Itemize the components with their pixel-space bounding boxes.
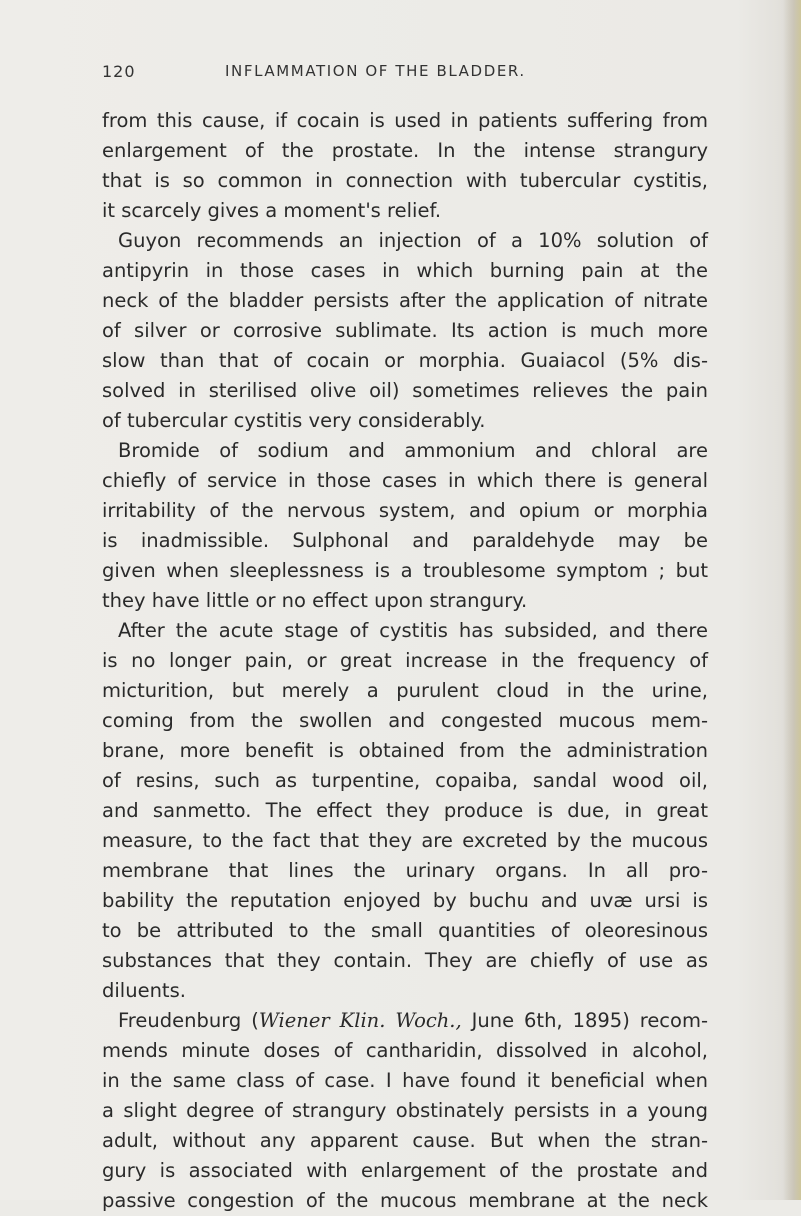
paragraph-start-line: Guyon recommends an injection of a 10% solution of: [118, 229, 708, 252]
citation-date-text: June 6th, 1895) recom-: [461, 1009, 708, 1032]
paragraph-start-line: Bromide of sodium and ammonium and chloral are: [118, 439, 708, 462]
page-edge-shadow: [783, 0, 801, 1200]
text-line: chiefly of service in those cases in which there is general: [102, 469, 708, 492]
text-line: substances that they contain. They are chiefly of use as: [102, 949, 708, 972]
text-line: antipyrin in those cases in which burning pain at the: [102, 259, 708, 282]
text-line: neck of the bladder persists after the application of nitrate: [102, 289, 708, 312]
text-line: micturition, but merely a purulent cloud in the urine,: [102, 679, 708, 702]
page-number: 120: [102, 62, 136, 81]
text-line: that is so common in connection with tubercular cystitis,: [102, 169, 708, 192]
text-line: to be attributed to the small quantities of oleoresinous: [102, 919, 708, 942]
text-line: solved in sterilised olive oil) sometimes relieves the pain: [102, 379, 708, 402]
text-line: enlargement of the prostate. In the intense strangury: [102, 139, 708, 162]
text-line: diluents.: [102, 979, 186, 1002]
text-line: a slight degree of strangury obstinately persists in a young: [102, 1099, 708, 1122]
text-line: passive congestion of the mucous membrane at the neck: [102, 1189, 708, 1212]
text-line: bability the reputation enjoyed by buchu and uvæ ursi is: [102, 889, 708, 912]
paragraph-start-line: After the acute stage of cystitis has subsided, and there: [118, 619, 708, 642]
text-line: gury is associated with enlargement of the prostate and: [102, 1159, 708, 1182]
text-line: membrane that lines the urinary organs. In all pro-: [102, 859, 708, 882]
text-line: of silver or corrosive sublimate. Its action is much more: [102, 319, 708, 342]
text-line: measure, to the fact that they are excreted by the mucous: [102, 829, 708, 852]
text-line: given when sleeplessness is a troublesome symptom ; but: [102, 559, 708, 582]
text-line: is inadmissible. Sulphonal and paraldehyde may be: [102, 529, 708, 552]
text-line: it scarcely gives a moment's relief.: [102, 199, 442, 222]
journal-citation-italic: Wiener Klin. Woch.,: [258, 1009, 462, 1032]
text-line: slow than that of cocain or morphia. Guaiacol (5% dis-: [102, 349, 708, 372]
running-title: INFLAMMATION OF THE BLADDER.: [225, 62, 526, 80]
text-line: of tubercular cystitis very considerably.: [102, 409, 486, 432]
running-head: [102, 62, 702, 86]
text-line: adult, without any apparent cause. But when the stran-: [102, 1129, 708, 1152]
text-line: they have little or no effect upon strangury.: [102, 589, 528, 612]
text-line: and sanmetto. The effect they produce is due, in great: [102, 799, 708, 822]
body-text: [102, 106, 708, 1216]
text-line: is no longer pain, or great increase in the frequency of: [102, 649, 708, 672]
text-line: mends minute doses of cantharidin, dissolved in alcohol,: [102, 1039, 708, 1062]
text-line: irritability of the nervous system, and opium or morphia: [102, 499, 708, 522]
text-line: in the same class of case. I have found it beneficial when: [102, 1069, 708, 1092]
text-line: coming from the swollen and congested mucous mem-: [102, 709, 708, 732]
text-line: from this cause, if cocain is used in patients suffering from: [102, 109, 708, 132]
paragraph-start-line: [102, 1006, 708, 1036]
text-line: of resins, such as turpentine, copaiba, sandal wood oil,: [102, 769, 708, 792]
citation-author-text: Freudenburg (: [118, 1009, 259, 1032]
text-line: brane, more benefit is obtained from the administration: [102, 739, 708, 762]
